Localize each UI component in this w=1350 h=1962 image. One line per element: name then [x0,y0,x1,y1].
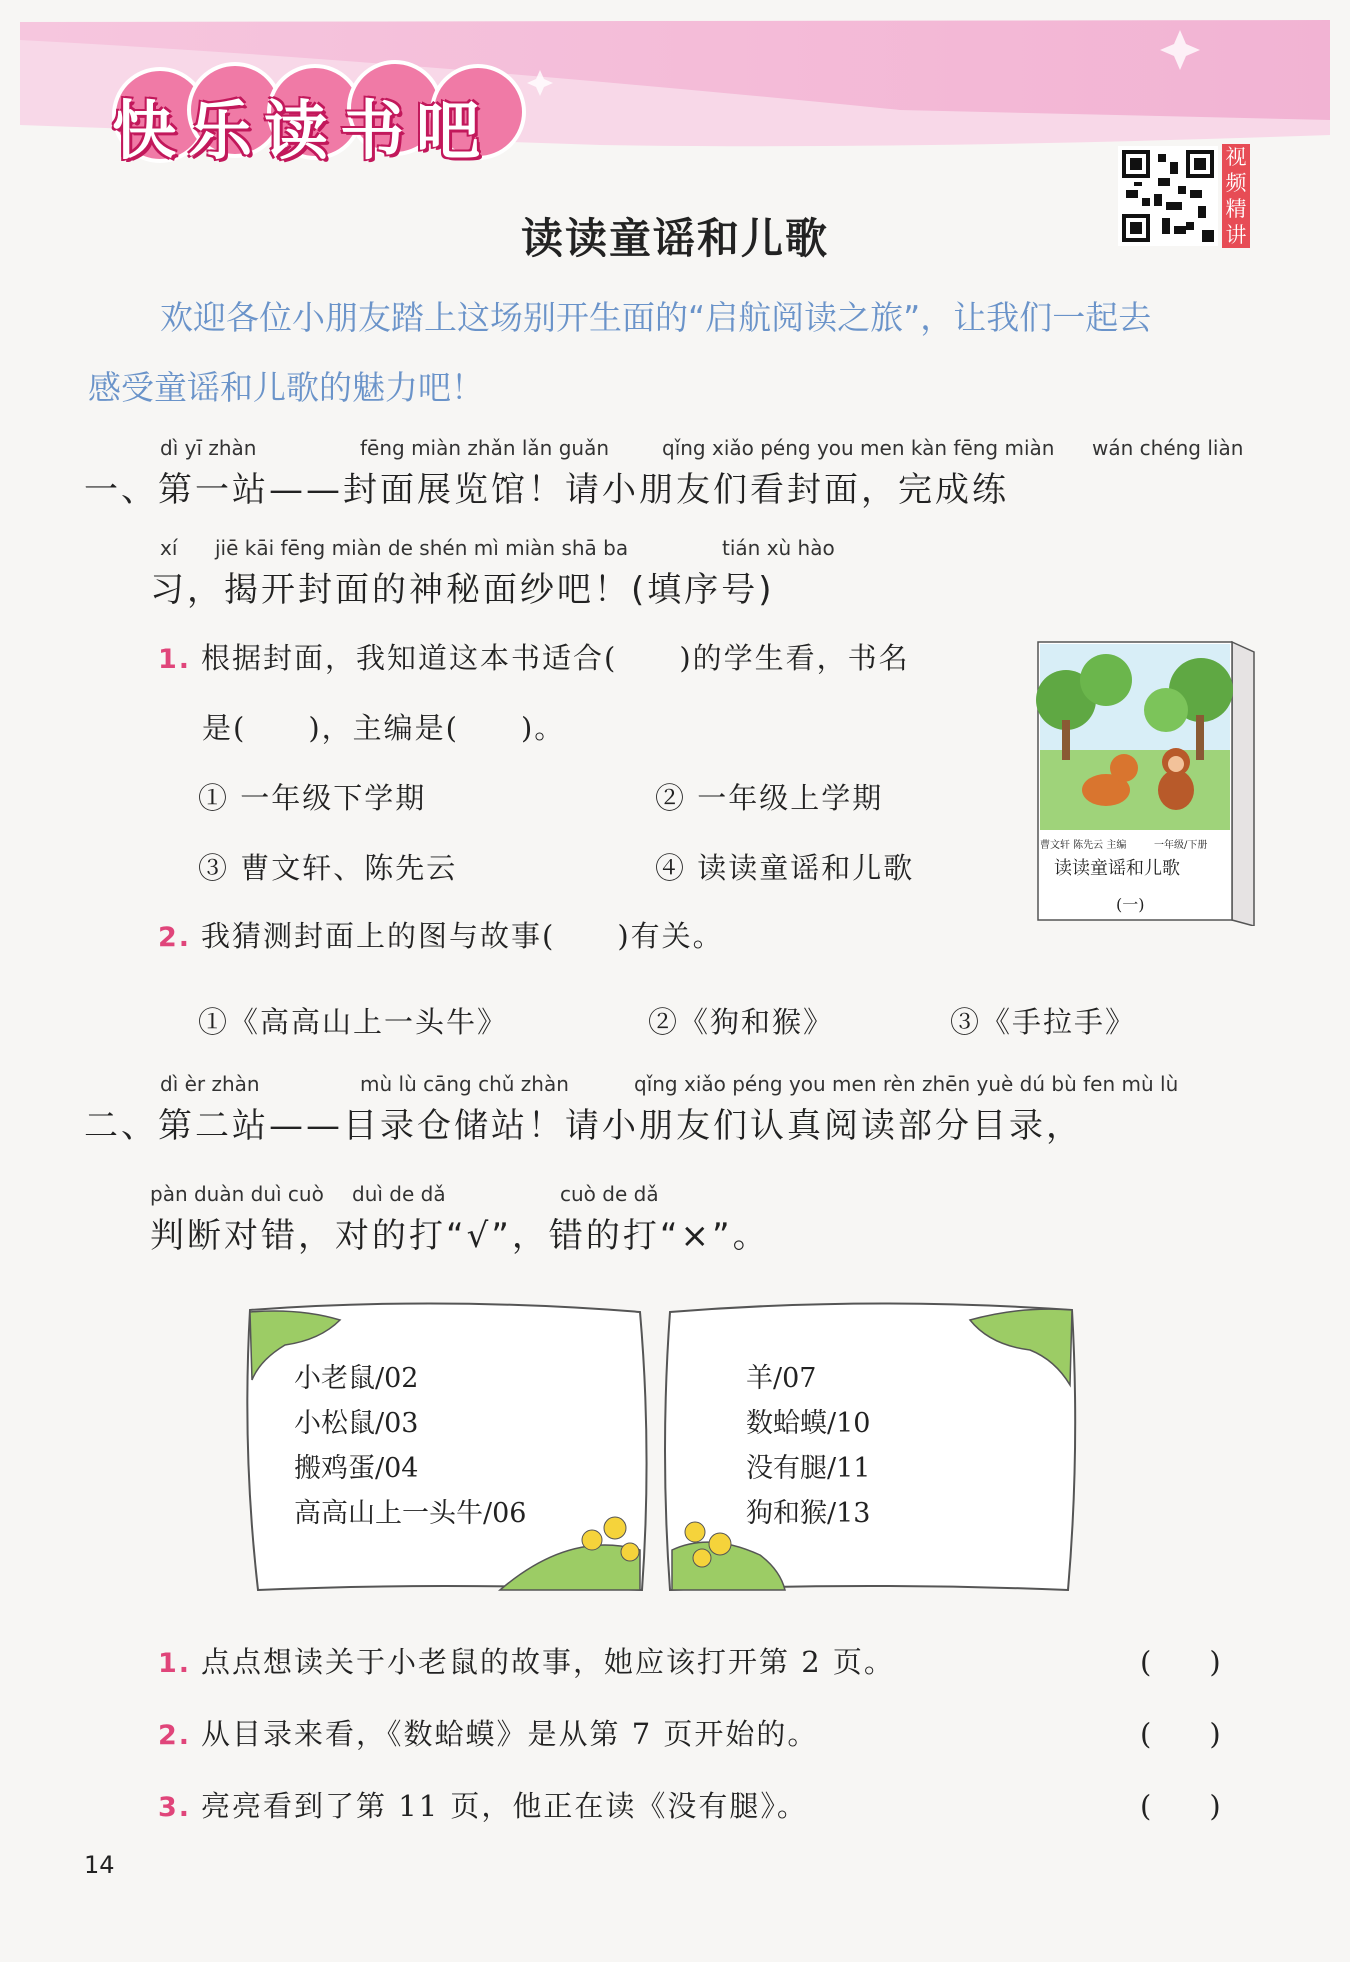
q2-option-3: ③《手拉手》 [950,1005,1137,1039]
question-number: 1. [158,644,192,675]
question-2 [158,914,724,955]
option-1: ① 一年级下学期 [198,781,427,815]
answer-parentheses[interactable]: ( ) [1140,1717,1221,1751]
answer-parentheses[interactable]: ( ) [1140,1789,1221,1823]
q2-option-1: ①《高高山上一头牛》 [198,1005,509,1039]
option-2: ② 一年级上学期 [655,781,884,815]
question-1-line2: 是( )，主编是( )。 [202,711,566,745]
pinyin-group: mù lù cāng chǔ zhàn [360,1072,569,1096]
toc-entry: 没有腿/11 [746,1453,871,1484]
toc-entry: 搬鸡蛋/04 [294,1453,419,1484]
book-grade: 一年级/下册 [1154,840,1208,851]
toc-entry: 高高山上一头牛/06 [294,1498,527,1529]
question-number: 2. [158,1720,192,1751]
book-title: 读读童谣和儿歌 [1054,858,1180,879]
banner-title: 快乐读书吧 [112,95,492,169]
answer-parentheses[interactable]: ( ) [1140,1645,1221,1679]
option-4: ④ 读读童谣和儿歌 [655,851,915,885]
section2-heading-line1: 二、第二站——目录仓储站！请小朋友们认真阅读部分目录， [84,1106,1083,1146]
pinyin-group: dì yī zhàn [160,436,257,460]
toc-right-list [746,1356,870,1536]
pinyin-group: qǐng xiǎo péng you men kàn fēng miàn [662,436,1055,460]
pinyin-group: wán chéng liàn [1092,436,1244,460]
judge-question [158,1712,818,1753]
pinyin-group: tián xù hào [722,536,835,560]
book-editors: 曹文轩 陈先云 主编 [1040,840,1127,851]
question-2-text: 我猜测封面上的图与故事( )有关。 [201,919,724,953]
question-text: 亮亮看到了第 11 页，他正在读《没有腿》。 [201,1789,808,1823]
judge-question [158,1640,895,1681]
pinyin-group: qǐng xiǎo péng you men rèn zhēn yuè dú bù fen mù lù [634,1072,1179,1096]
pinyin-group: pàn duàn duì cuò [150,1182,324,1206]
book-cover-illustration [1036,640,1256,926]
pinyin-group: jiē kāi fēng miàn de shén mì miàn shā ba [215,536,629,560]
book-cover [1036,640,1256,926]
toc-entry: 狗和猴/13 [746,1498,871,1529]
question-number: 3. [158,1792,192,1823]
question-1-line1: 根据封面，我知道这本书适合( )的学生看，书名 [201,641,910,675]
judge-question [158,1784,808,1825]
section1-heading-line2: 习，揭开封面的神秘面纱吧！(填序号) [150,570,775,610]
option-3: ③ 曹文轩、陈先云 [198,851,458,885]
pinyin-group: fēng miàn zhǎn lǎn guǎn [360,436,610,460]
section1-heading-line1: 一、第一站——封面展览馆！请小朋友们看封面，完成练 [84,470,1009,510]
question-number: 2. [158,922,192,953]
question-text: 点点想读关于小老鼠的故事，她应该打开第 2 页。 [201,1645,895,1679]
question-1 [158,636,910,677]
qr-label: 视频精讲 [1222,144,1250,248]
pinyin-group: duì de dǎ [352,1182,446,1206]
intro-line-1: 欢迎各位小朋友踏上这场别开生面的“启航阅读之旅”，让我们一起去 [160,298,1152,337]
pinyin-group: xí [160,536,178,560]
toc-entry: 小松鼠/03 [294,1408,419,1439]
toc-entry: 数蛤蟆/10 [746,1408,871,1439]
pinyin-group: cuò de dǎ [560,1182,659,1206]
page-title: 读读童谣和儿歌 [520,214,829,263]
book-volume: (一) [1116,895,1145,914]
toc-entry: 羊/07 [746,1363,817,1394]
section2-heading-line2: 判断对错，对的打“√”，错的打“×”。 [150,1216,770,1256]
toc-entry: 小老鼠/02 [294,1363,419,1394]
question-text: 从目录来看，《数蛤蟆》是从第 7 页开始的。 [201,1717,819,1751]
page-number: 14 [84,1851,115,1879]
intro-line-2: 感受童谣和儿歌的魅力吧！ [88,368,484,407]
question-number: 1. [158,1648,192,1679]
pinyin-group: dì èr zhàn [160,1072,260,1096]
q2-option-2: ②《狗和猴》 [648,1005,835,1039]
toc-left-list [294,1356,526,1536]
